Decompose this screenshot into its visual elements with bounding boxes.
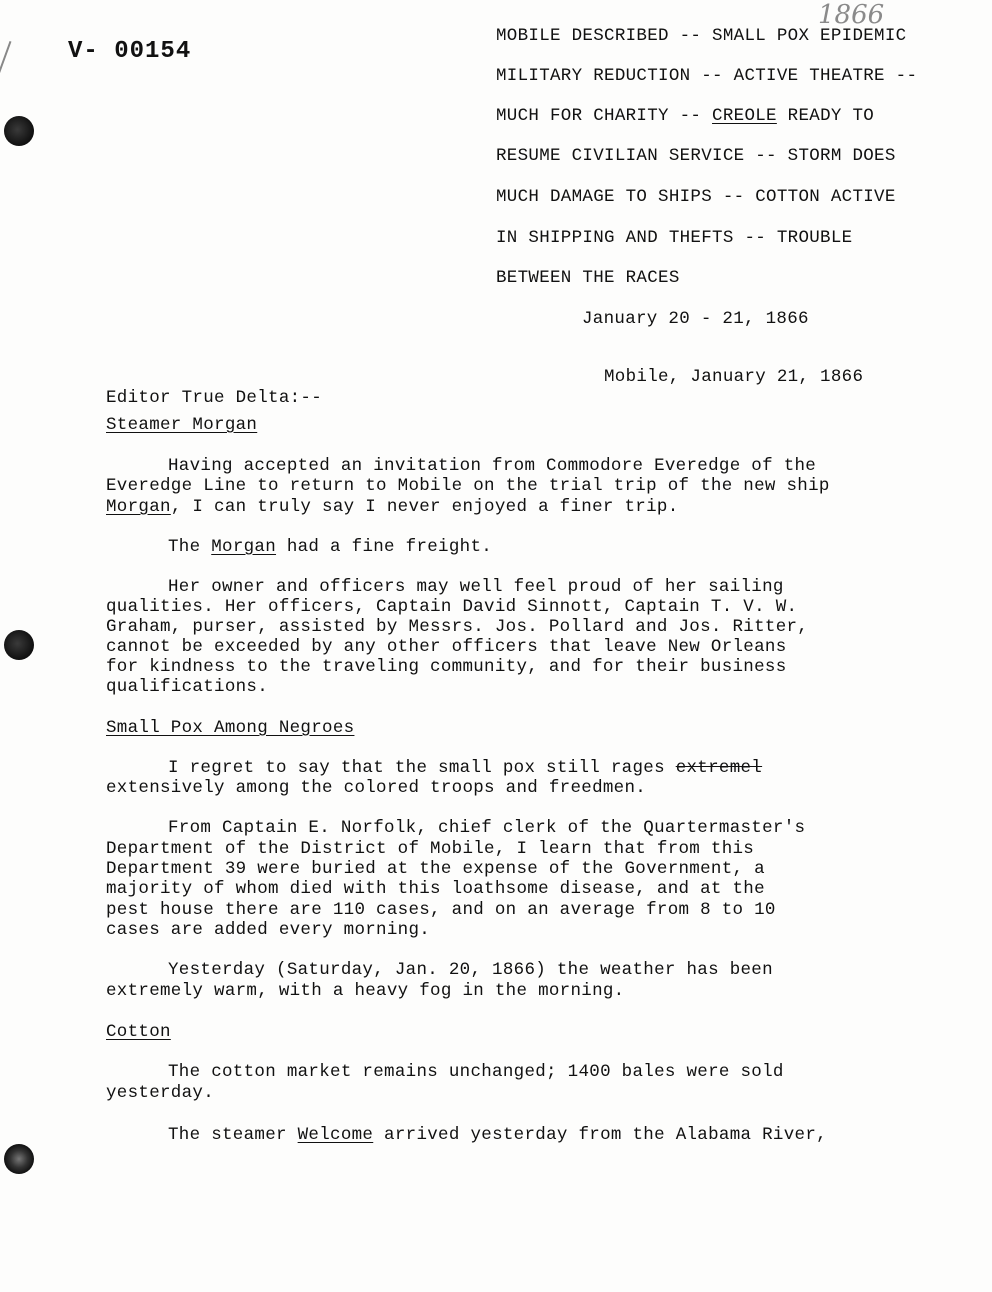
- ship-name-creole: CREOLE: [712, 106, 777, 126]
- paragraph-text: I regret to say that the small pox still rages: [168, 758, 676, 778]
- headline-text: READY TO: [776, 106, 875, 126]
- paragraph-line: Her owner and officers may well feel proud of her sailing: [168, 577, 784, 597]
- section-heading-cotton: Cotton: [106, 1022, 171, 1042]
- paragraph-line: pest house there are 110 cases, and on an average from 8 to 10: [106, 900, 776, 920]
- paragraph-line: cases are added every morning.: [106, 920, 431, 940]
- punch-hole-bottom: [4, 1144, 34, 1174]
- paragraph-line: [168, 537, 492, 557]
- ship-name-morgan: Morgan: [106, 497, 171, 517]
- paragraph-line: Graham, purser, assisted by Messrs. Jos. Pollard and Jos. Ritter,: [106, 617, 809, 637]
- handwritten-year: 1866: [818, 0, 885, 30]
- section-heading-smallpox: Small Pox Among Negroes: [106, 718, 355, 738]
- section-heading-morgan: Steamer Morgan: [106, 415, 258, 435]
- headline-line-5: MUCH DAMAGE TO SHIPS -- COTTON ACTIVE: [496, 187, 896, 207]
- paragraph-line: [168, 758, 762, 778]
- document-id: V- 00154: [68, 38, 192, 65]
- punch-hole-top: [4, 116, 34, 146]
- paragraph-text: had a fine freight.: [276, 537, 493, 557]
- headline-line-4: RESUME CIVILIAN SERVICE -- STORM DOES: [496, 146, 896, 166]
- paragraph-line: qualifications.: [106, 677, 269, 697]
- paragraph-line: From Captain E. Norfolk, chief clerk of the Quartermaster's: [168, 818, 806, 838]
- margin-pen-mark: [0, 41, 11, 83]
- paragraph-line: for kindness to the traveling community, and for their business: [106, 657, 787, 677]
- paragraph-text: , I can truly say I never enjoyed a finer trip.: [170, 497, 679, 517]
- date-range: January 20 - 21, 1866: [582, 309, 809, 329]
- salutation: Editor True Delta:--: [106, 388, 323, 408]
- headline-line-7: BETWEEN THE RACES: [496, 268, 680, 288]
- headline-line-1: MOBILE DESCRIBED -- SMALL POX EPIDEMIC: [496, 26, 907, 46]
- struck-word: extremel: [675, 758, 763, 778]
- paragraph-line: Everedge Line to return to Mobile on the trial trip of the new ship: [106, 476, 830, 496]
- paragraph-text: The steamer: [168, 1125, 298, 1145]
- paragraph-line: [106, 497, 679, 517]
- paragraph-text: arrived yesterday from the Alabama River,: [373, 1125, 827, 1145]
- paragraph-line: cannot be exceeded by any other officers that leave New Orleans: [106, 637, 787, 657]
- headline-text: MUCH FOR CHARITY --: [496, 106, 713, 126]
- paragraph-text: The: [168, 537, 212, 557]
- paragraph-line: majority of whom died with this loathsome disease, and at the: [106, 879, 765, 899]
- paragraph-line: extremely warm, with a heavy fog in the morning.: [106, 981, 625, 1001]
- paragraph-line: [168, 1125, 827, 1145]
- paragraph-line: qualities. Her officers, Captain David Sinnott, Captain T. V. W.: [106, 597, 798, 617]
- paragraph-line: Yesterday (Saturday, Jan. 20, 1866) the weather has been: [168, 960, 773, 980]
- ship-name-morgan: Morgan: [211, 537, 277, 557]
- headline-line-6: IN SHIPPING AND THEFTS -- TROUBLE: [496, 228, 853, 248]
- paragraph-line: yesterday.: [106, 1083, 215, 1103]
- dateline: Mobile, January 21, 1866: [604, 367, 864, 387]
- paragraph-line: Having accepted an invitation from Commodore Everedge of the: [168, 456, 817, 476]
- paragraph-line: Department of the District of Mobile, I learn that from this: [106, 839, 755, 859]
- paragraph-line: Department 39 were buried at the expense of the Government, a: [106, 859, 765, 879]
- headline-line-3: [496, 106, 874, 126]
- paragraph-line: The cotton market remains unchanged; 1400 bales were sold: [168, 1062, 784, 1082]
- headline-line-2: MILITARY REDUCTION -- ACTIVE THEATRE --: [496, 66, 918, 86]
- punch-hole-middle: [4, 630, 34, 660]
- paragraph-line: extensively among the colored troops and freedmen.: [106, 778, 647, 798]
- ship-name-welcome: Welcome: [297, 1125, 374, 1145]
